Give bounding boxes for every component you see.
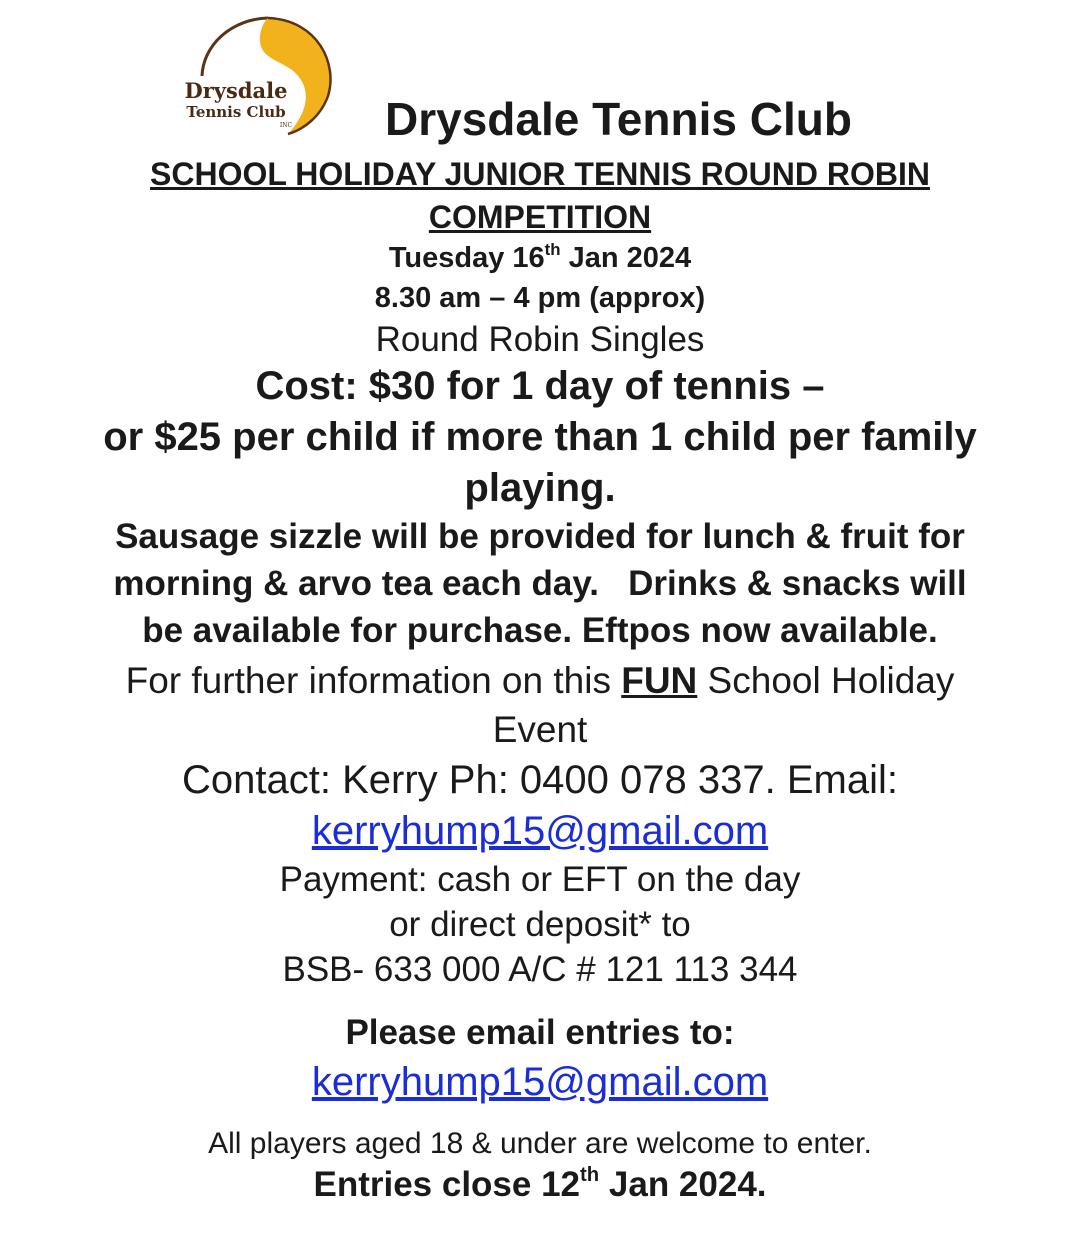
payment-line2: or direct deposit* to [389, 905, 691, 944]
event-date [0, 239, 1080, 275]
payment-line1: Payment: cash or EFT on the day [279, 860, 801, 899]
close-month-year: Jan 2024. [599, 1165, 767, 1204]
eligibility-line: All players aged 18 & under are welcome to enter. [208, 1127, 872, 1160]
info-line1 [0, 660, 1080, 702]
club-logo [160, 14, 340, 142]
logo-text-drysdale: Drysdale [184, 78, 288, 103]
event-title-line1 [0, 156, 1080, 193]
date-day: Tuesday 16 [388, 242, 545, 274]
entries-email-link[interactable]: kerryhump15@gmail.com [311, 1060, 769, 1104]
info-pre: For further information on this [125, 660, 622, 701]
info-post: School Holiday [697, 660, 955, 701]
contact-email-line [0, 809, 1080, 854]
event-format: Round Robin Singles [375, 320, 705, 359]
food-line2: morning & arvo tea each day. Drinks & snacks will [113, 564, 967, 603]
contact-email-link[interactable]: kerryhump15@gmail.com [311, 809, 769, 853]
logo-ring [202, 18, 268, 76]
close-suffix: th [580, 1164, 600, 1187]
entries-email-line [0, 1060, 1080, 1105]
logo-text-tennis-club: Tennis Club [186, 103, 286, 121]
club-name-heading: Drysdale Tennis Club [385, 93, 852, 145]
food-line1: Sausage sizzle will be provided for lunch & fruit for [115, 517, 965, 556]
event-title-text2: COMPETITION [428, 199, 652, 235]
event-title-text1: SCHOOL HOLIDAY JUNIOR TENNIS ROUND ROBIN [150, 156, 930, 192]
event-title-line2 [0, 199, 1080, 236]
entries-close [0, 1165, 1080, 1205]
entries-heading: Please email entries to: [345, 1013, 735, 1052]
date-month-year: Jan 2024 [560, 242, 692, 274]
info-line2: Event [492, 709, 588, 750]
info-fun: FUN [621, 660, 698, 701]
cost-line3: playing. [464, 466, 616, 510]
cost-line1: Cost: $30 for 1 day of tennis – [255, 364, 825, 408]
cost-line2: or $25 per child if more than 1 child per family [103, 415, 977, 459]
event-time: 8.30 am – 4 pm (approx) [374, 282, 706, 314]
payment-line3: BSB- 633 000 A/C # 121 113 344 [282, 950, 798, 989]
food-line3: be available for purchase. Eftpos now available. [142, 611, 938, 650]
close-day: Entries close 12 [313, 1165, 581, 1204]
contact-line: Contact: Kerry Ph: 0400 078 337. Email: [182, 758, 898, 802]
date-suffix: th [544, 239, 561, 259]
logo-text-inc: INC [279, 122, 293, 129]
